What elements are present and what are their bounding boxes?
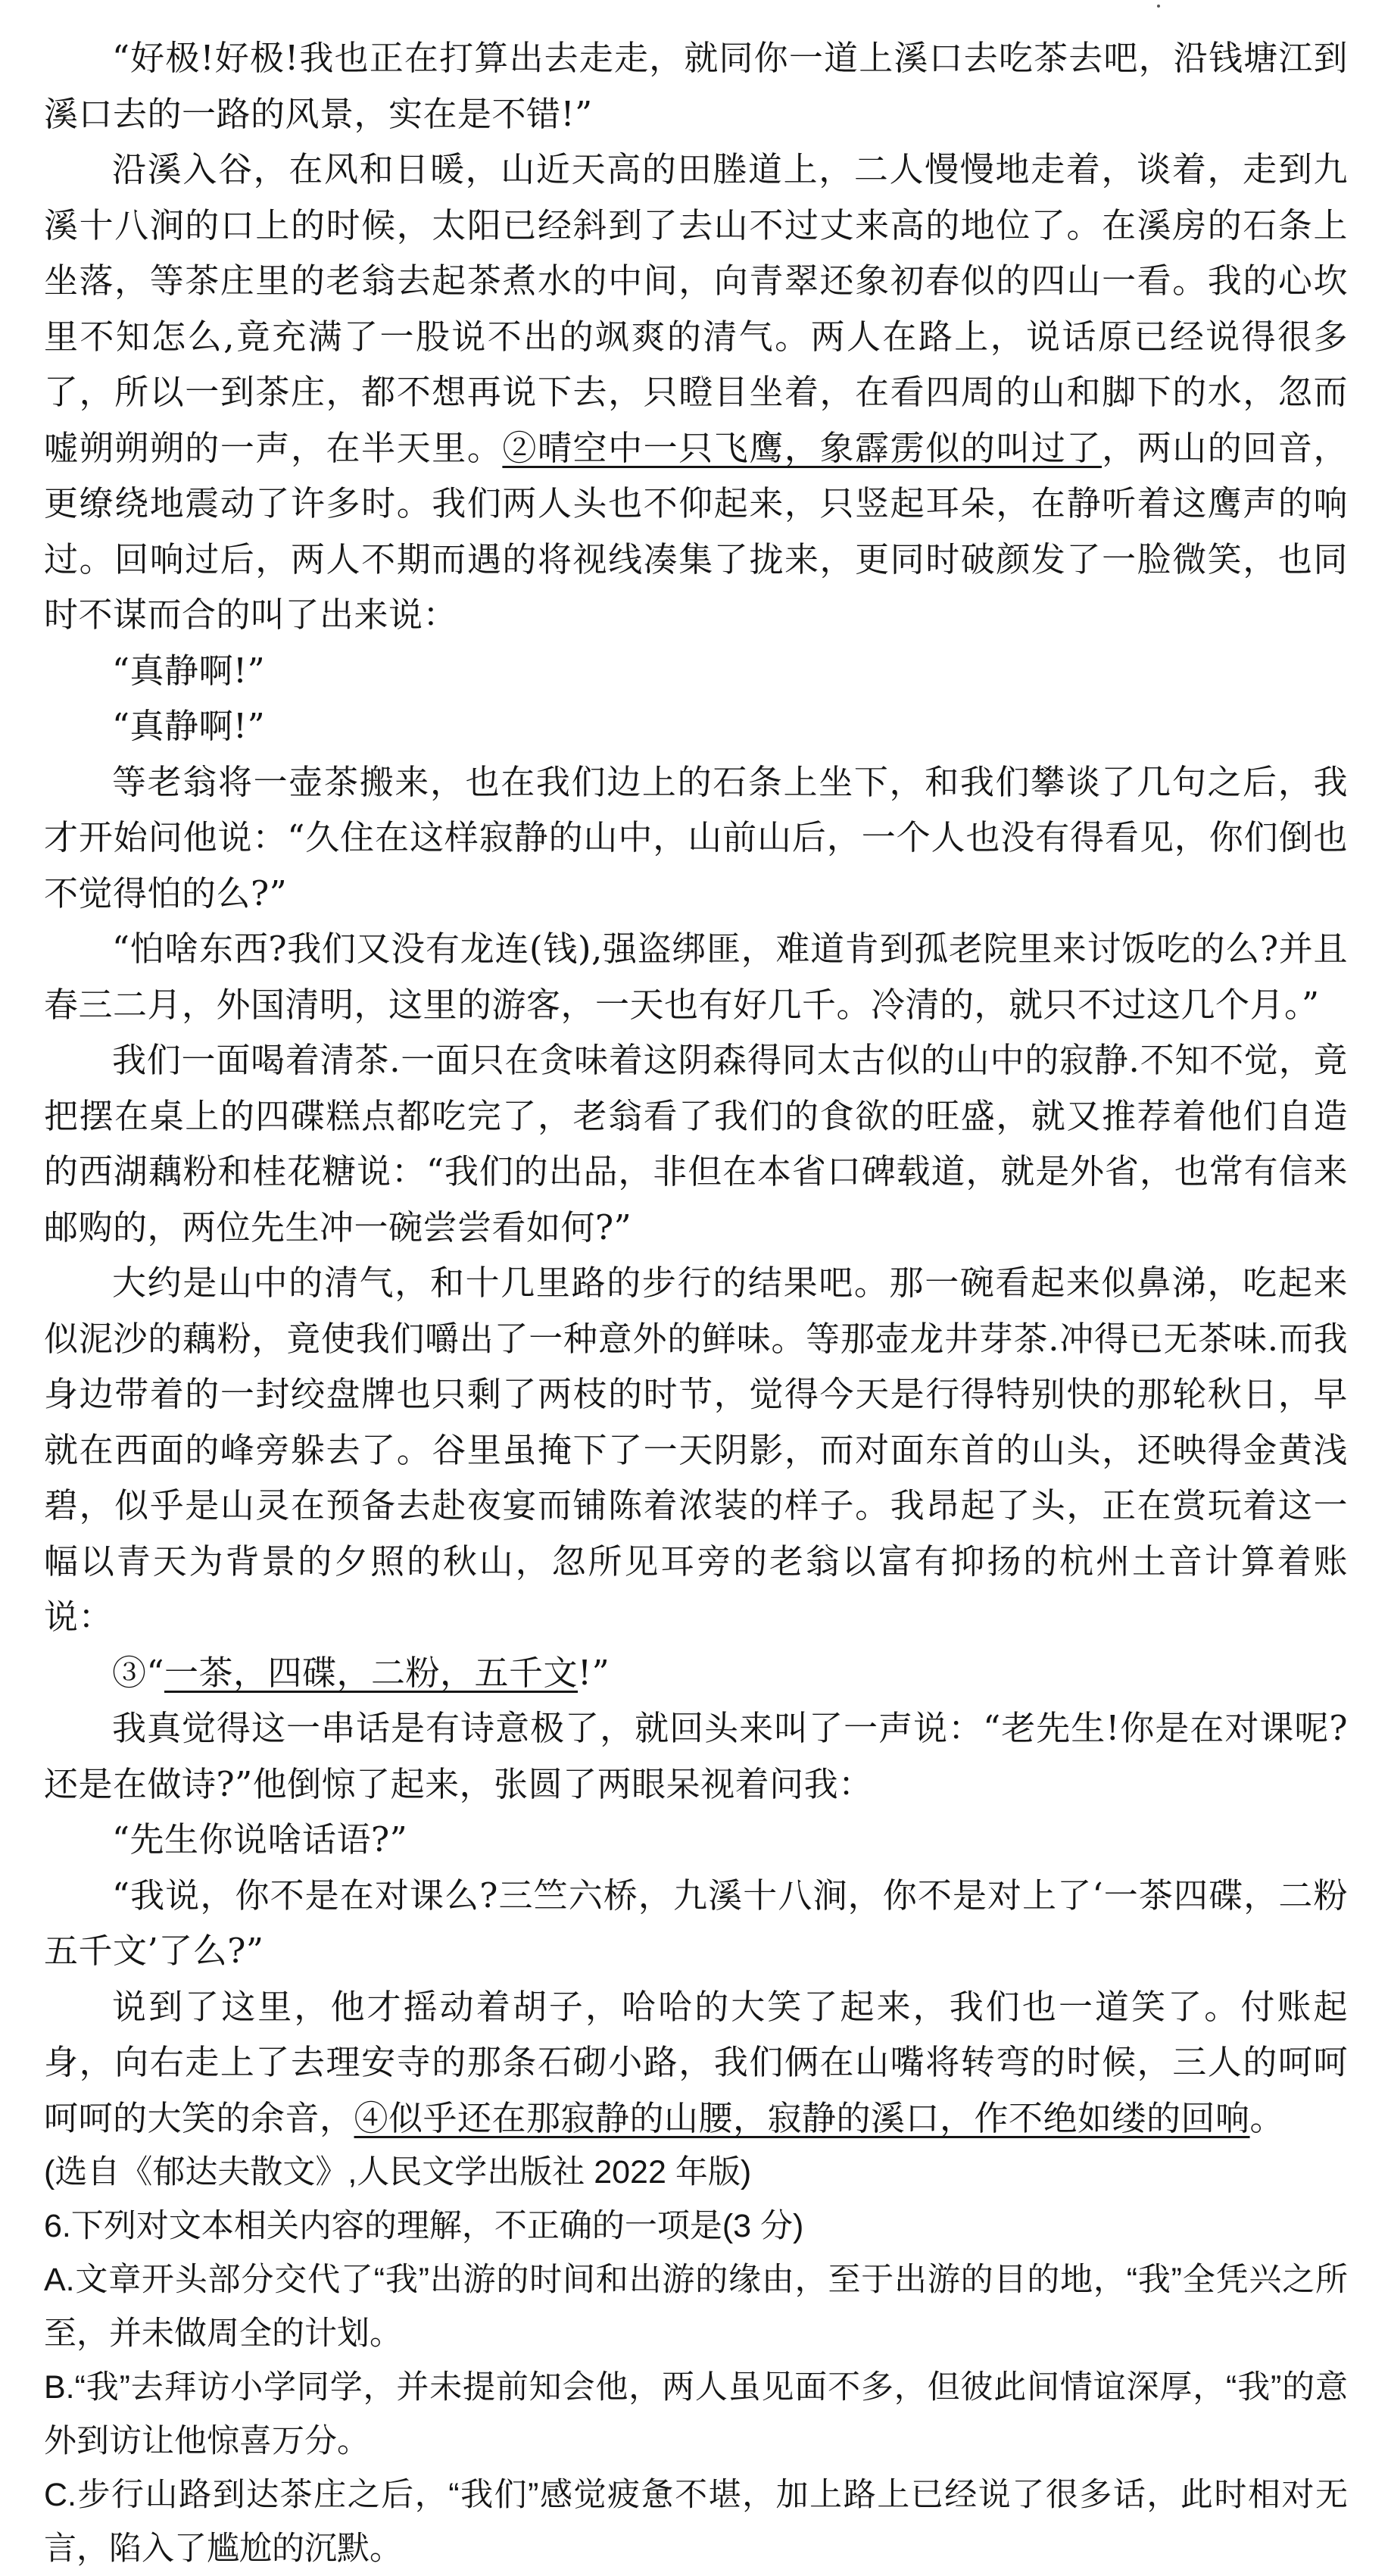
paragraph-5: 等老翁将一壶茶搬来，也在我们边上的石条上坐下，和我们攀谈了几句之后，我才开始问他说：“久住在这样寂静的山中，山前山后，一个人也没有得看见，你们倒也不觉得怕的么?” xyxy=(44,761,1348,913)
underlined-sentence-3: 一茶，四碟，二粉，五千文 xyxy=(164,1652,579,1693)
paragraph-8: 大约是山中的清气，和十几里路的步行的结果吧。那一碗看起来似鼻涕，吃起来似泥沙的藕粉，竟使我们嚼出了一种意外的鲜味。等那壶龙井芽茶.冲得已无茶味.而我身边带着的一封绞盘牌也只剩了两枝的时节，觉得今天是行得特别快的那轮秋日，早就在西面的峰旁躲去了。谷里虽掩下了一天阴影，而对面东首的山头，还映得金黄浅碧，似乎是山灵在预备去赴夜宴而铺陈着浓装的样子。我昂起了头，正在赏玩着这一幅以青天为背景的夕照的秋山，忽所见耳旁的老翁以富有抑扬的杭州土音计算着账说： xyxy=(44,1263,1348,1637)
paragraph-2-text-a: 沿溪入谷，在风和日暖，山近天高的田塍道上，二人慢慢地走着，谈着，走到九溪十八涧的口上的时候，太阳已经斜到了去山不过丈来高的地位了。在溪房的石条上坐落，等茶庄里的老翁去起茶煮水的中间，向青翠还象初春似的四山一看。我的心坎里不知怎么,竟充满了一股说不出的飒爽的清气。两人在路上，说话原已经说得很多了，所以一到茶庄，都不想再说下去，只瞪目坐着，在看四周的山和脚下的水，忽而嘘朔朔朔的一声，在半天里。 xyxy=(44,149,1348,468)
paragraph-9-marker: ③“ xyxy=(112,1652,165,1693)
paragraph-1: “好极!好极!我也正在打算出去走走，就同你一道上溪口去吃茶去吧，沿钱塘江到溪口去的一路的风景，实在是不错!” xyxy=(44,38,1348,134)
paragraph-2 xyxy=(44,142,1348,643)
option-a: A.文章开头部分交代了“我”出游的时间和出游的缘由，至于出游的目的地，“我”全凭兴之所至，并未做周全的计划。 xyxy=(44,2262,1348,2352)
paragraph-11: “先生你说啥话语?” xyxy=(112,1819,408,1859)
paragraph-4: “真静啊!” xyxy=(112,706,266,746)
paragraph-7: 我们一面喝着清茶.一面只在贪味着这阴森得同太古似的山中的寂静.不知不觉，竟把摆在桌上的四碟糕点都吃完了，老翁看了我们的食欲的旺盛，就又推荐着他们自造的西湖藕粉和桂花糖说：“我们的出品，非但在本省口碑载道，就是外省，也常有信来邮购的，两位先生冲一碗尝尝看如何?” xyxy=(44,1040,1348,1247)
question-stem: 6.下列对文本相关内容的理解，不正确的一项是(3 分) xyxy=(44,2208,804,2244)
paragraph-9-end: !” xyxy=(578,1652,610,1693)
paragraph-13-end: 。 xyxy=(1249,2097,1285,2138)
paragraph-6: “怕啥东西?我们又没有龙连(钱),强盗绑匪，难道肯到孤老院里来讨饭吃的么?并且春三二月，外国清明，这里的游客，一天也有好几千。冷清的，就只不过这几个月。” xyxy=(44,929,1348,1025)
underlined-sentence-2: ②晴空中一只飞鹰，象霹雳似的叫过了 xyxy=(502,427,1103,468)
document-page xyxy=(44,30,1348,2576)
underlined-sentence-4: ④似乎还在那寂静的山腰，寂静的溪口，作不绝如缕的回响 xyxy=(354,2097,1250,2138)
option-b: B.“我”去拜访小学同学，并未提前知会他，两人虽见面不多，但彼此间情谊深厚，“我”的意外到访让他惊喜万分。 xyxy=(44,2369,1348,2459)
paragraph-10: 我真觉得这一串话是有诗意极了，就回头来叫了一声说：“老先生!你是在对课呢?还是在做诗?”他倒惊了起来，张圆了两眼呆视着问我： xyxy=(44,1708,1348,1804)
paragraph-13 xyxy=(44,1979,1348,2147)
paragraph-12: “我说，你不是在对课么?三竺六桥，九溪十八涧，你不是对上了‘一茶四碟，二粉五千文’了么?” xyxy=(44,1875,1348,1971)
paragraph-2-text-b: ，两山的回音，更缭绕地震动了许多时。我们两人头也不仰起来，只竖起耳朵，在静听着这鹰声的响过。回响过后，两人不期而遇的将视线凑集了拢来，更同时破颜发了一脸微笑，也同时不谋而合的叫了出来说： xyxy=(44,427,1348,635)
scan-speck xyxy=(1157,5,1160,8)
paragraph-13-text-a: 说到了这里，他才摇动着胡子，哈哈的大笑了起来，我们也一道笑了。付账起身，向右走上了去理安寺的那条石砌小路，我们俩在山嘴将转弯的时候，三人的呵呵呵呵的大笑的余音， xyxy=(44,1986,1348,2138)
source-citation: (选自《郁达夫散文》,人民文学出版社 2022 年版) xyxy=(44,2154,752,2190)
paragraph-3: “真静啊!” xyxy=(112,650,266,691)
paragraph-9 xyxy=(44,1645,1348,1701)
option-c: C.步行山路到达茶庄之后，“我们”感觉疲惫不堪，加上路上已经说了很多话，此时相对无言，陷入了尴尬的沉默。 xyxy=(44,2477,1348,2567)
